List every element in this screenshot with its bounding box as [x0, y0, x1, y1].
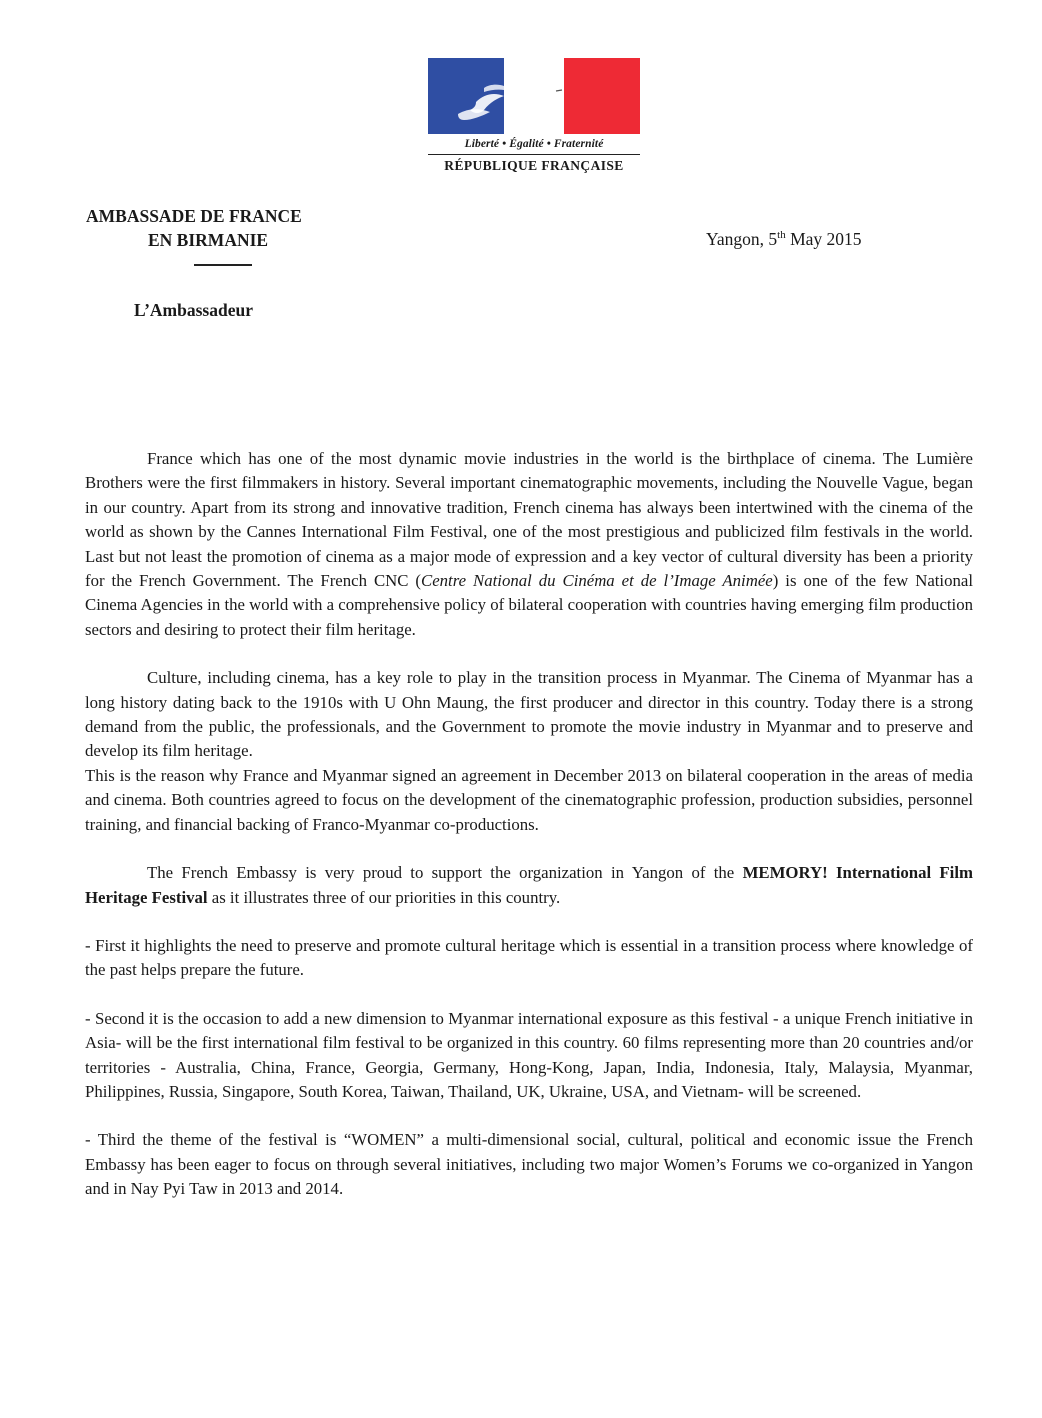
paragraph-1-text-a: France which has one of the most dynamic movie industries in the world is the birthplace of cinema. The Lumière Brothers were the first filmmakers in history. Several important cinematographic movements, including the Nouvelle Vague, began in our country. Apart from its strong and innovative tradition, French cinema has always been intertwined with the cinema of the world as shown by the Cannes International Film Festival, one of the most prestigious and publicized film festivals in the world. Last but not least the promotion of cinema as a major mode of expression and a key vector of cultural diversity has been a priority for the French Government. The French CNC (: [85, 449, 973, 591]
motto: Liberté • Égalité • Fraternité: [464, 138, 604, 150]
paragraph-2: Culture, including cinema, has a key role to play in the transition process in Myanmar. The Cinema of Myanmar has a long history dating back to the 1910s with U Ohn Maung, the first producer and director in this country. Today there is a strong demand from the public, the professionals, and the Government to promote the movie industry in Myanmar and to preserve and develop its film heritage.: [85, 668, 973, 761]
sender-block: [86, 204, 356, 266]
date-rest: May 2015: [785, 229, 862, 249]
cnc-full-name: Centre National du Cinéma et de l’Image Animée: [421, 571, 773, 591]
letter-date: [706, 229, 862, 250]
paragraph-4-text-a: The French Embassy is very proud to support the organization in Yangon of the: [147, 863, 743, 883]
date-suffix: th: [777, 229, 786, 242]
paragraph-4-text-b: as it illustrates three of our priorities in this country.: [207, 887, 561, 907]
paragraph-1-text-b: ) is one of the few National Cinema Agencies in the world with a comprehensive policy of bilateral cooperation with countries having emerging film production sectors and desiring to protect their film heritage.: [85, 571, 973, 639]
divider: [194, 264, 252, 266]
letter-body: [85, 447, 973, 1226]
letterhead-logo: [428, 58, 640, 174]
sender-title: L’Ambassadeur: [134, 300, 253, 320]
priority-3: - Third the theme of the festival is “WOMEN” a multi-dimensional social, cultural, political and economic issue the French Embassy has been eager to focus on through several initiatives, including two major Women’s Forums we co-organized in Yangon and in Nay Pyi Taw in 2013 and 2014.: [85, 1130, 973, 1199]
republic-name: RÉPUBLIQUE FRANÇAISE: [428, 154, 640, 174]
sender-line-1: AMBASSADE DE FRANCE: [86, 206, 302, 226]
priority-1: - First it highlights the need to preserve and promote cultural heritage which is essential in a transition process where knowledge of the past helps prepare the future.: [85, 935, 973, 980]
date-prefix: Yangon, 5: [706, 229, 778, 249]
sender-line-2: EN BIRMANIE: [148, 230, 269, 250]
paragraph-3: This is the reason why France and Myanmar signed an agreement in December 2013 on bilateral cooperation in the areas of media and cinema. Both countries agreed to focus on the development of the cinematographic profession, production subsidies, personnel training, and financial backing of Franco-Myanmar co-productions.: [85, 765, 973, 834]
paragraph-4: [85, 861, 973, 910]
paragraph-1: [85, 447, 973, 642]
priority-2: - Second it is the occasion to add a new dimension to Myanmar international exposure as this festival - a unique French initiative in Asia- will be the first international film festival to be organized in this country. 60 films representing more than 20 countries and/or territories - Australia, China, France, Georgia, Germany, Hong-Kong, Japan, India, Indonesia, Italy, Malaysia, Myanmar, Philippines, Russia, Singapore, South Korea, Taiwan, Thailand, UK, Ukraine, USA, and Vietnam- will be screened.: [85, 1008, 973, 1101]
marianne-tricolor-logo: [428, 58, 640, 134]
festival-name: MEMORY! International Film Heritage Festival: [85, 863, 973, 907]
